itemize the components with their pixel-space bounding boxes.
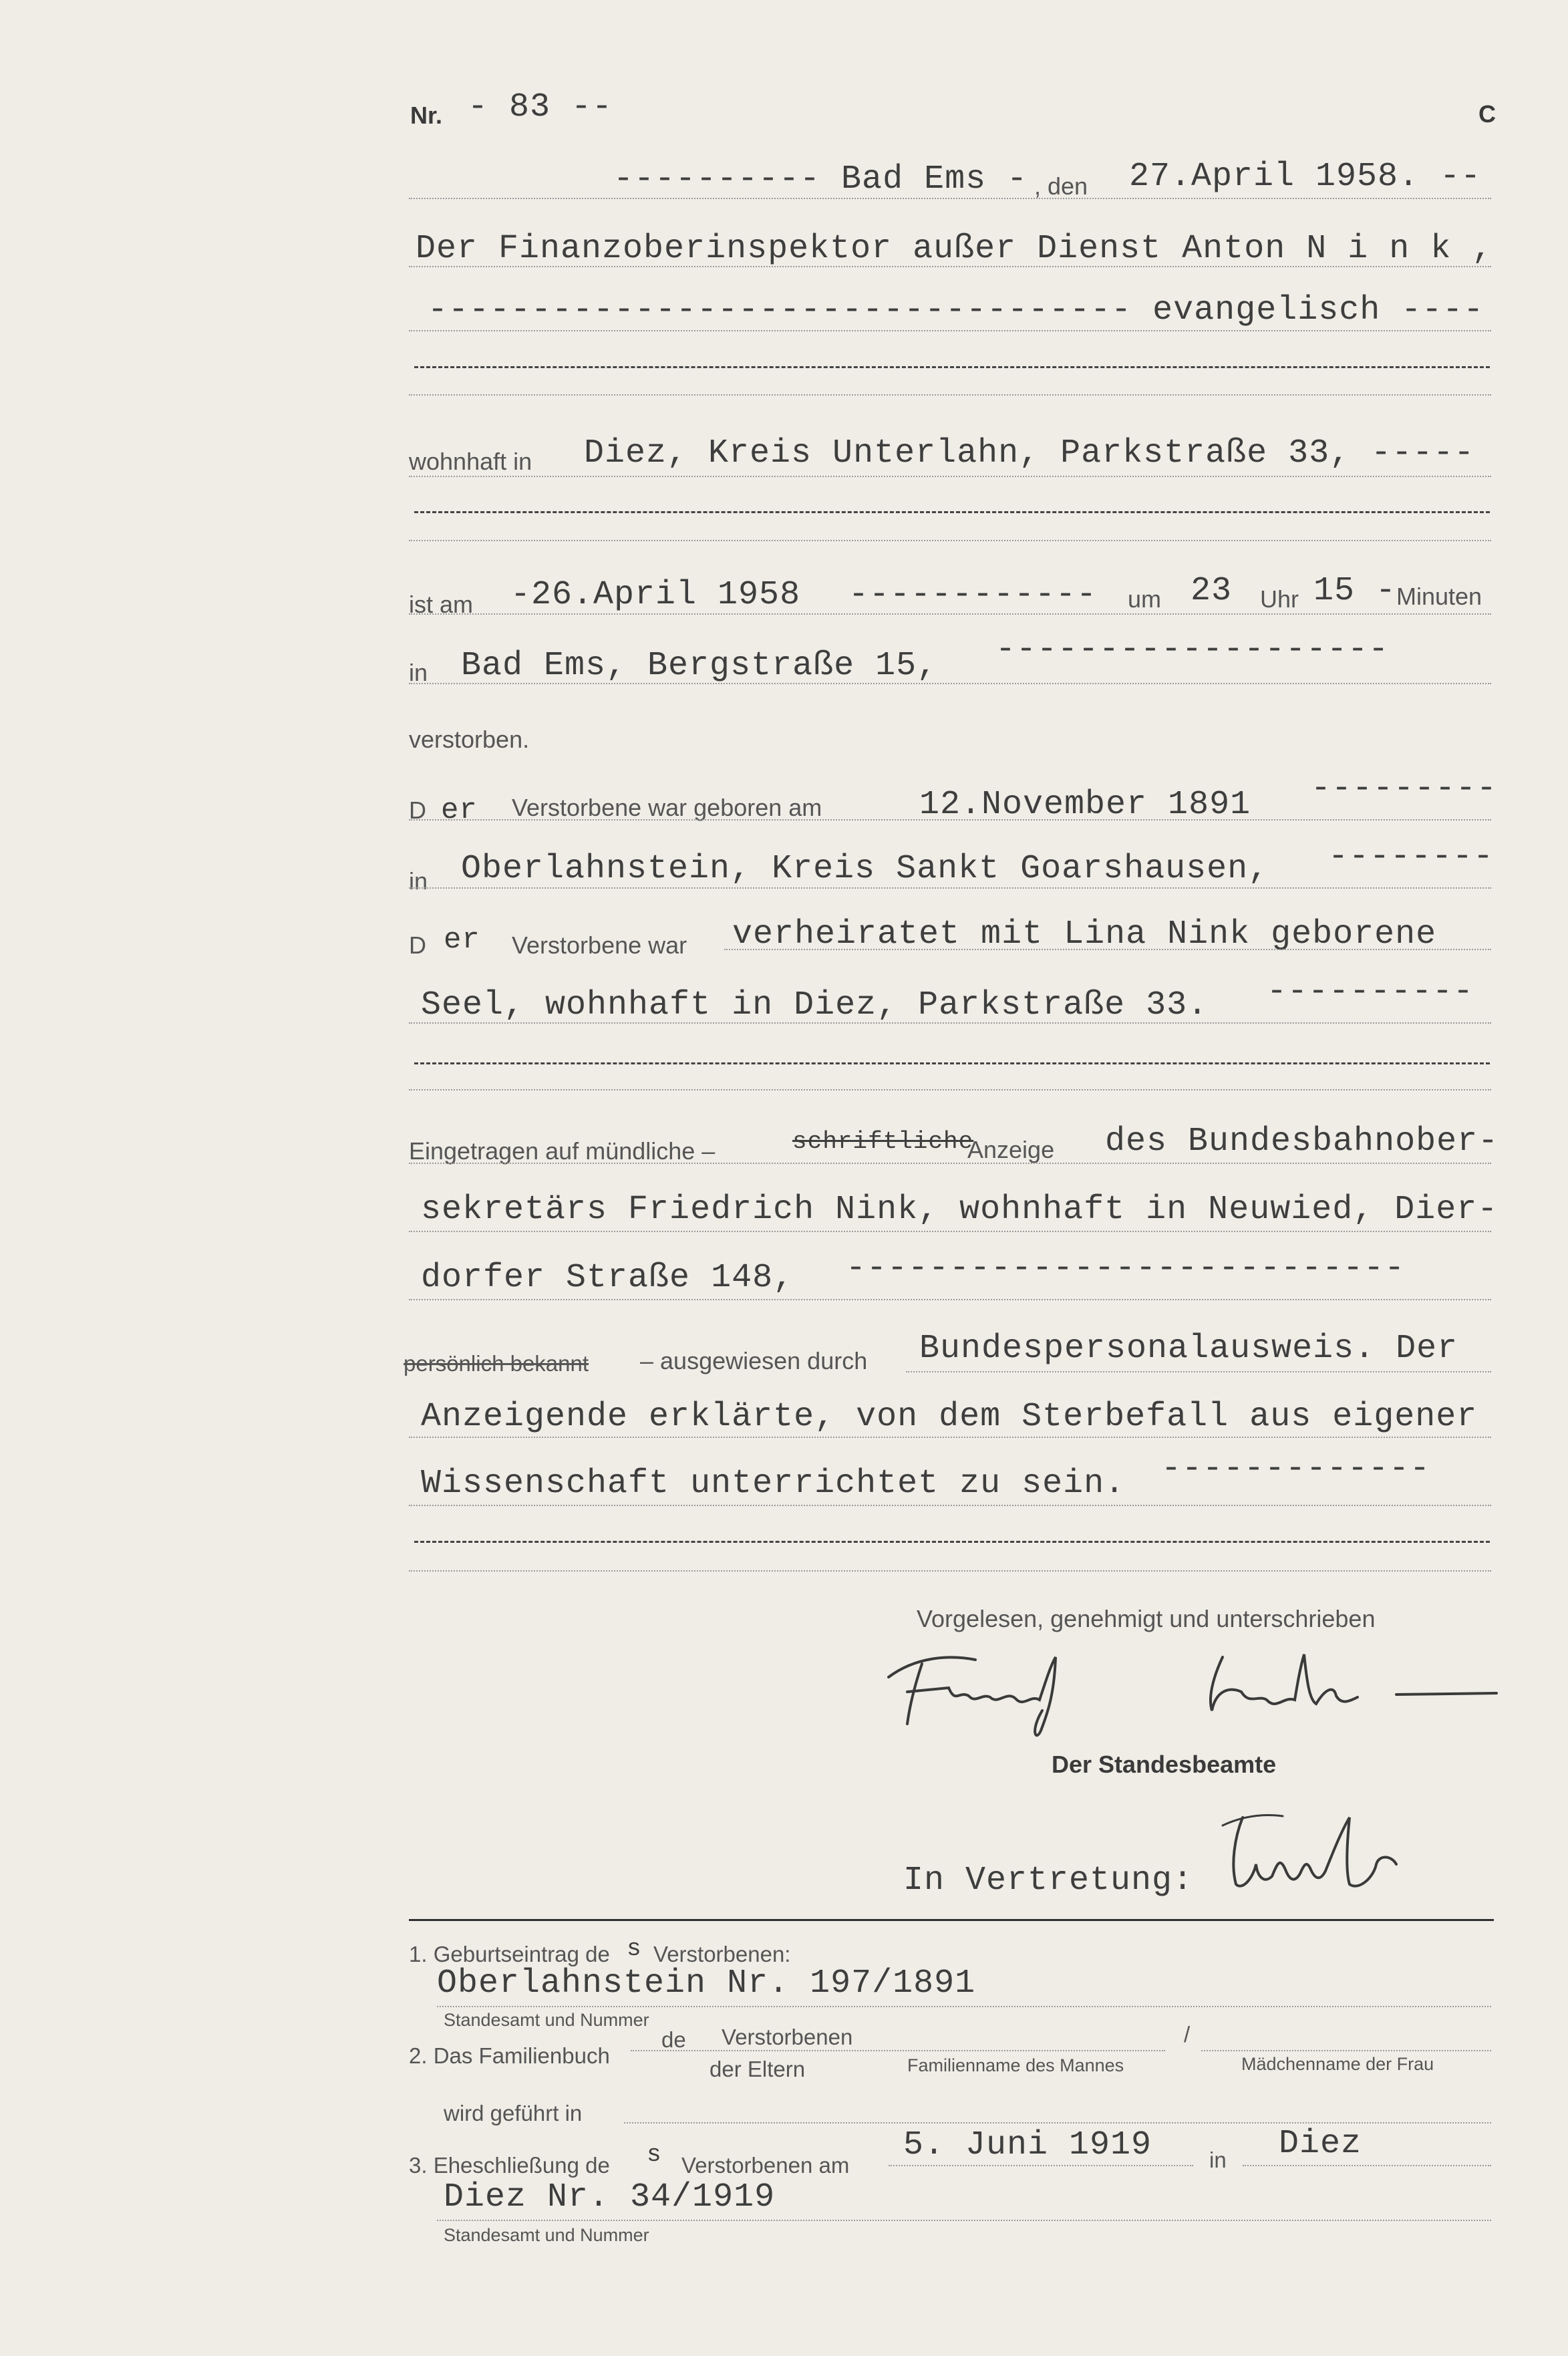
residence-value: Diez, Kreis Unterlahn, Parkstraße 33, ----- bbox=[584, 434, 1475, 472]
death-place: Bad Ems, Bergstraße 15, bbox=[461, 647, 938, 685]
registrar-signature bbox=[1216, 1791, 1430, 1898]
religion-line: ---------------------------------- evangelisch ---- bbox=[428, 291, 1484, 329]
informant-signature bbox=[875, 1630, 1510, 1737]
footer-item3-label: 3. Eheschließung de bbox=[409, 2153, 610, 2178]
dotted-line bbox=[409, 198, 1491, 199]
informant-line3: dorfer Straße 148, bbox=[421, 1259, 794, 1297]
dotted-line bbox=[409, 1505, 1491, 1506]
registration-date: 27.April 1958. -- bbox=[1129, 158, 1482, 196]
dash-fill bbox=[414, 1541, 1490, 1543]
uhr-label: Uhr bbox=[1260, 585, 1299, 613]
verstorben-label: verstorben. bbox=[409, 726, 530, 753]
birth-d-suffix: er bbox=[441, 794, 478, 827]
corner-letter: C bbox=[1478, 100, 1496, 128]
birth-place: Oberlahnstein, Kreis Sankt Goarshausen, bbox=[461, 850, 1269, 888]
dotted-line bbox=[409, 613, 1491, 615]
geboren-label: Verstorbene war geboren am bbox=[512, 794, 822, 821]
footer-item2-eltern: der Eltern bbox=[710, 2057, 806, 2081]
persoenlich-bekannt-struck bbox=[404, 1351, 589, 1376]
identity-line2: Anzeigende erklärte, von dem Sterbefall aus eigener bbox=[421, 1398, 1478, 1436]
dotted-line bbox=[409, 1089, 1491, 1090]
vorgelesen-label: Vorgelesen, genehmigt und unterschrieben bbox=[917, 1605, 1376, 1632]
dotted-line bbox=[409, 1299, 1491, 1300]
footer-item1-suffix: Verstorbenen: bbox=[653, 1942, 791, 1966]
informant-line2: sekretärs Friedrich Nink, wohnhaft in Neuwied, Dier- bbox=[421, 1191, 1499, 1229]
footer-item2-verstorbenen: Verstorbenen bbox=[722, 2025, 853, 2049]
footer-item3-suffix: Verstorbenen am bbox=[681, 2153, 850, 2178]
birth-in-label: in bbox=[409, 867, 428, 895]
footer-item3-place: Diez bbox=[1279, 2125, 1362, 2163]
persoenlich-bekannt-label: persönlich bekannt bbox=[404, 1351, 589, 1376]
ist-am-label: ist am bbox=[409, 591, 474, 618]
death-in-label: in bbox=[409, 659, 428, 686]
place-of-registration: ---------- Bad Ems - bbox=[613, 160, 1028, 198]
footer-item2-slash: / bbox=[1184, 2022, 1191, 2047]
dotted-line bbox=[409, 887, 1491, 889]
dotted-line bbox=[409, 1437, 1491, 1438]
verstorbene-war-label: Verstorbene war bbox=[512, 931, 687, 959]
in-vertretung-label: In Vertretung: bbox=[903, 1862, 1194, 1900]
struck-schriftliche: schriftliche bbox=[792, 1128, 974, 1155]
birth-place-fill: -------- bbox=[1328, 838, 1495, 876]
dotted-line bbox=[409, 330, 1491, 331]
footer-item1-label: 1. Geburtseintrag de bbox=[409, 1942, 610, 1966]
birth-d-label: D bbox=[409, 796, 426, 824]
informant-line3-fill: --------------------------- bbox=[846, 1249, 1406, 1288]
nr-value: - 83 -- bbox=[468, 88, 613, 126]
dotted-line bbox=[409, 1570, 1491, 1572]
marital-d-label: D bbox=[409, 931, 426, 959]
death-date: -26.April 1958 bbox=[510, 576, 801, 614]
dotted-line bbox=[889, 2165, 1193, 2166]
dotted-line bbox=[409, 476, 1491, 477]
dotted-line bbox=[437, 2220, 1491, 2221]
footer-item1-value: Oberlahnstein Nr. 197/1891 bbox=[437, 1964, 976, 2003]
dotted-line bbox=[724, 949, 1491, 950]
minuten-label: Minuten bbox=[1396, 583, 1482, 610]
dotted-line bbox=[624, 2122, 1491, 2123]
footer-item3-date: 5. Juni 1919 bbox=[903, 2126, 1152, 2164]
dotted-line bbox=[906, 1371, 1491, 1372]
death-hour: 23 bbox=[1191, 572, 1233, 610]
informant-line1: des Bundesbahnober- bbox=[1105, 1123, 1499, 1161]
footer-item3-value: Diez Nr. 34/1919 bbox=[444, 2178, 776, 2216]
um-label: um bbox=[1128, 585, 1162, 613]
footer-item2-de: de bbox=[661, 2027, 686, 2052]
footer-standesamt1-label: Standesamt und Nummer bbox=[444, 2010, 649, 2030]
eingetragen-label: Eingetragen auf mündliche – bbox=[409, 1137, 716, 1165]
identity-line1: Bundespersonalausweis. Der bbox=[919, 1330, 1458, 1368]
death-minute: 15 - bbox=[1313, 572, 1397, 610]
death-place-fill: ------------------- bbox=[995, 631, 1390, 669]
footer-item2-frau-label: Mädchenname der Frau bbox=[1241, 2054, 1434, 2074]
den-label: , den bbox=[1034, 172, 1088, 200]
birth-date-fill: --------- bbox=[1311, 770, 1498, 808]
footer-item3-in: in bbox=[1209, 2148, 1227, 2172]
dotted-line bbox=[409, 266, 1491, 267]
dotted-line bbox=[1201, 2050, 1491, 2051]
marital-line2: Seel, wohnhaft in Diez, Parkstraße 33. bbox=[421, 986, 1209, 1024]
deceased-name-line: Der Finanzoberinspektor außer Dienst Anton N i n k , bbox=[416, 230, 1493, 268]
dotted-line bbox=[437, 2006, 1491, 2007]
identity-line3-fill: ------------- bbox=[1161, 1450, 1431, 1488]
dash-fill bbox=[414, 1062, 1490, 1064]
dash-fill bbox=[414, 366, 1490, 368]
marital-d-suffix: er bbox=[444, 923, 480, 957]
footer-item2-label: 2. Das Familienbuch bbox=[409, 2043, 610, 2068]
marital-line2-fill: ---------- bbox=[1267, 973, 1474, 1011]
ausgewiesen-label: – ausgewiesen durch bbox=[640, 1347, 868, 1374]
footer-item3-s: s bbox=[647, 2141, 662, 2168]
footer-item2-gefuehrt: wird geführt in bbox=[444, 2101, 583, 2125]
marital-line1: verheiratet mit Lina Nink geborene bbox=[732, 915, 1437, 953]
footer-standesamt3-label: Standesamt und Nummer bbox=[444, 2225, 649, 2245]
dotted-line bbox=[409, 1022, 1491, 1024]
identity-line3: Wissenschaft unterrichtet zu sein. bbox=[421, 1465, 1126, 1503]
birth-date: 12.November 1891 bbox=[919, 786, 1251, 824]
footer-item1-s: s bbox=[627, 1935, 642, 1962]
residence-label: wohnhaft in bbox=[409, 448, 532, 475]
death-date-fill: ------------ bbox=[848, 576, 1098, 614]
standesbeamte-label: Der Standesbeamte bbox=[1052, 1751, 1277, 1778]
dotted-line bbox=[409, 394, 1491, 396]
footer-separator bbox=[409, 1919, 1494, 1921]
footer-item2-mann-label: Familienname des Mannes bbox=[907, 2055, 1124, 2075]
dotted-line bbox=[409, 819, 1491, 821]
dotted-line bbox=[1243, 2165, 1491, 2166]
dotted-line bbox=[409, 540, 1491, 541]
dash-fill bbox=[414, 511, 1490, 513]
anzeige-label: Anzeige bbox=[967, 1136, 1055, 1163]
dotted-line bbox=[409, 1231, 1491, 1232]
nr-label: Nr. bbox=[410, 102, 443, 129]
dotted-line bbox=[409, 1163, 1491, 1164]
dotted-line bbox=[631, 2050, 1165, 2051]
dotted-line bbox=[409, 683, 1491, 684]
